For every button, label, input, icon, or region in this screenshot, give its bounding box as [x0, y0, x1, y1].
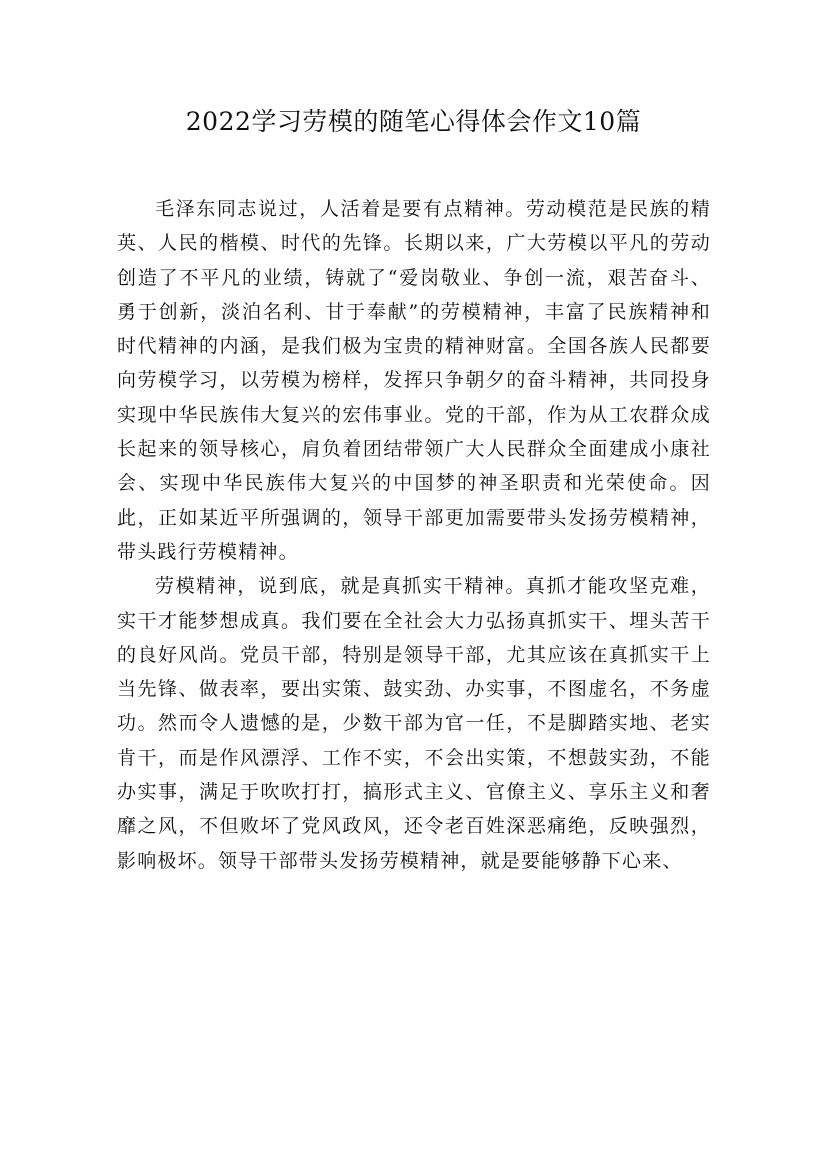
paragraph-1: 毛泽东同志说过，人活着是要有点精神。劳动模范是民族的精英、人民的楷模、时代的先锋。长期以来，广大劳模以平凡的劳动创造了不平凡的业绩，铸就了“爱岗敬业、争创一流，艰苦奋斗、勇于创新，淡泊名利、甘于奉献”的劳模精神，丰富了民族精神和时代精神的内涵，是我们极为宝贵的精神财富。全国各族人民都要向劳模学习，以劳模为榜样，发挥只争朝夕的奋斗精神，共同投身实现中华民族伟大复兴的宏伟事业。党的干部，作为从工农群众成长起来的领导核心，肩负着团结带领广大人民群众全面建成小康社会、实现中华民族伟大复兴的中国梦的神圣职责和光荣使命。因此，正如某近平所强调的，领导干部更加需要带头发扬劳模精神，带头践行劳模精神。 [117, 198, 711, 563]
paragraph-2: 劳模精神，说到底，就是真抓实干精神。真抓才能攻坚克难，实干才能梦想成真。我们要在全社会大力弘扬真抓实干、埋头苦干的良好风尚。党员干部，特别是领导干部，尤其应该在真抓实干上当先锋、做表率，要出实策、鼓实劲、办实事，不图虚名，不务虚功。然而令人遗憾的是，少数干部为官一任，不是脚踏实地、老实肯干，而是作风漂浮、工作不实，不会出实策，不想鼓实劲，不能办实事，满足于吹吹打打，搞形式主义、官僚主义、享乐主义和奢靡之风，不但败坏了党风政风，还令老百姓深恶痛绝，反映强烈，影响极坏。领导干部带头发扬劳模精神，就是要能够静下心来、 [117, 575, 711, 872]
document-title: 2022学习劳模的随笔心得体会作文10篇 [185, 107, 642, 136]
document-body [117, 192, 711, 878]
